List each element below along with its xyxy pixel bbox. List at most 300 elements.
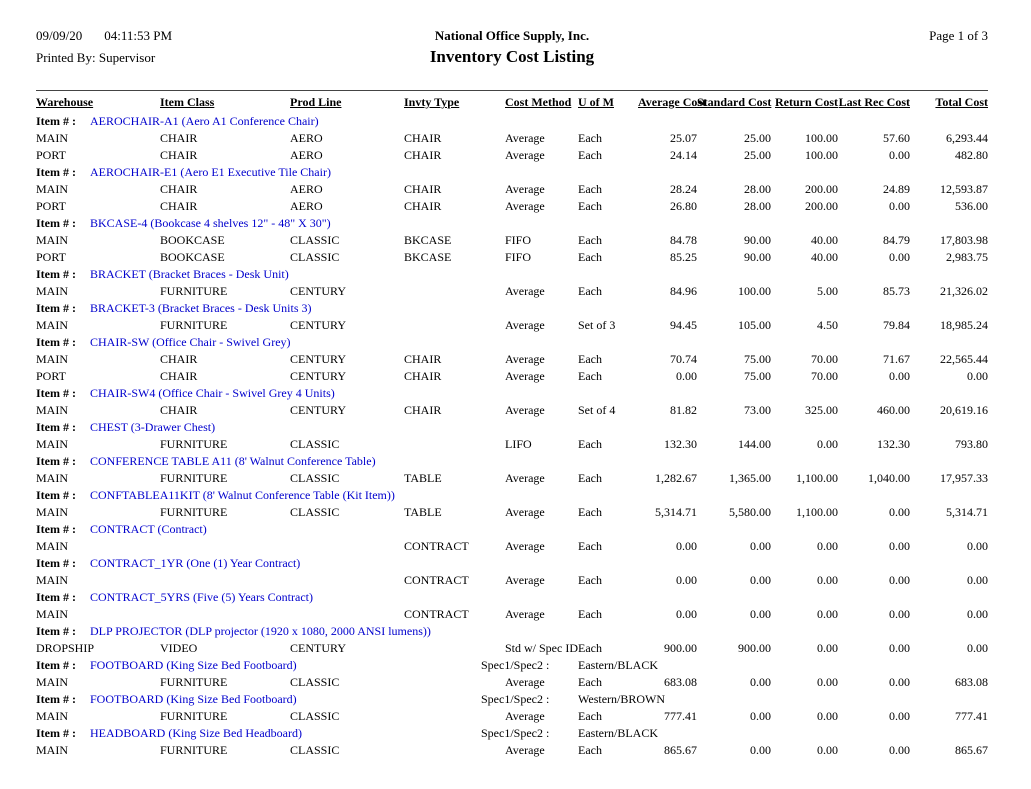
item-number-label: Item # :: [36, 335, 76, 349]
column-header-text: Standard Cost: [697, 95, 772, 109]
cell-average_cost: 1,282.67: [655, 471, 697, 485]
cell-cost_method: Average: [505, 539, 545, 553]
cell-invty_type: CHAIR: [404, 352, 442, 366]
cell-warehouse: MAIN: [36, 437, 68, 451]
cell-prod_line: AERO: [290, 182, 323, 196]
page-number: Page 1 of 3: [929, 28, 988, 43]
item-code-description: AEROCHAIR-A1 (Aero A1 Conference Chair): [90, 114, 319, 128]
cell-prod_line: CLASSIC: [290, 471, 340, 485]
cell-average_cost: 70.74: [670, 352, 697, 366]
item-code-description: FOOTBOARD (King Size Bed Footboard): [90, 658, 297, 672]
warehouse-row: [36, 351, 988, 368]
cell-item_class: FURNITURE: [160, 743, 228, 757]
cell-uom: Each: [578, 199, 602, 213]
item-group-header: [36, 555, 988, 572]
cell-standard_cost: 90.00: [744, 250, 771, 264]
cell-total_cost: 22,565.44: [940, 352, 988, 366]
cell-last_rec_cost: 460.00: [877, 403, 910, 417]
warehouse-row: [36, 606, 988, 623]
cell-uom: Each: [578, 709, 602, 723]
cell-average_cost: 132.30: [664, 437, 697, 451]
cell-uom: Set of 3: [578, 318, 616, 332]
warehouse-row: [36, 198, 988, 215]
cell-warehouse: MAIN: [36, 573, 68, 587]
item-code-description: BRACKET (Bracket Braces - Desk Unit): [90, 267, 289, 281]
warehouse-row: [36, 640, 988, 657]
cell-item_class: CHAIR: [160, 148, 198, 162]
item-code-description: AEROCHAIR-E1 (Aero E1 Executive Tile Chair): [90, 165, 331, 179]
cell-total_cost: 5,314.71: [946, 505, 988, 519]
item-group-header: [36, 164, 988, 181]
cell-prod_line: CLASSIC: [290, 743, 340, 757]
cell-prod_line: CLASSIC: [290, 709, 340, 723]
item-group-header: [36, 113, 988, 130]
cell-cost_method: Average: [505, 709, 545, 723]
item-group-header: [36, 266, 988, 283]
cell-invty_type: TABLE: [404, 471, 442, 485]
column-header-text: Last Rec Cost: [838, 95, 910, 109]
cell-last_rec_cost: 0.00: [889, 573, 910, 587]
cell-item_class: FURNITURE: [160, 437, 228, 451]
warehouse-row: [36, 572, 988, 589]
cell-return_cost: 0.00: [817, 607, 838, 621]
cell-cost_method: LIFO: [505, 437, 532, 451]
spec-value: Eastern/BLACK: [578, 658, 658, 672]
column-header-text: Invty Type: [404, 95, 460, 109]
warehouse-row: [36, 130, 988, 147]
item-number-label: Item # :: [36, 420, 76, 434]
item-code-description: CONTRACT (Contract): [90, 522, 207, 536]
column-header-prod_line: [290, 95, 404, 110]
item-code-description: CONFTABLEA11KIT (8' Walnut Conference Table (Kit Item)): [90, 488, 395, 502]
column-header-item_class: [160, 95, 290, 110]
cell-cost_method: FIFO: [505, 250, 532, 264]
cell-return_cost: 0.00: [817, 539, 838, 553]
cell-invty_type: [404, 283, 505, 300]
item-code-description: DLP PROJECTOR (DLP projector (1920 x 1080, 2000 ANSI lumens)): [90, 624, 431, 638]
cell-standard_cost: 144.00: [738, 437, 771, 451]
cell-cost_method: FIFO: [505, 233, 532, 247]
cell-cost_method: Average: [505, 182, 545, 196]
cell-warehouse: MAIN: [36, 471, 68, 485]
table-body: [36, 113, 988, 759]
column-header-text: Cost Method: [505, 95, 572, 109]
item-number-label: Item # :: [36, 658, 76, 672]
cell-warehouse: MAIN: [36, 403, 68, 417]
cell-item_class: [160, 538, 290, 555]
cell-total_cost: 0.00: [967, 607, 988, 621]
cell-total_cost: 12,593.87: [940, 182, 988, 196]
item-number-label: Item # :: [36, 216, 76, 230]
item-group-header: [36, 691, 988, 708]
item-number-label: Item # :: [36, 692, 76, 706]
cell-standard_cost: 90.00: [744, 233, 771, 247]
cell-standard_cost: 25.00: [744, 131, 771, 145]
cell-uom: Each: [578, 471, 602, 485]
cell-last_rec_cost: 0.00: [889, 369, 910, 383]
cell-return_cost: 0.00: [817, 641, 838, 655]
cell-return_cost: 0.00: [817, 743, 838, 757]
cell-warehouse: PORT: [36, 148, 66, 162]
cell-cost_method: Average: [505, 675, 545, 689]
cell-prod_line: [290, 538, 404, 555]
cell-return_cost: 0.00: [817, 573, 838, 587]
cell-return_cost: 4.50: [817, 318, 838, 332]
cell-invty_type: [404, 317, 505, 334]
cell-total_cost: 865.67: [955, 743, 988, 757]
cell-invty_type: [404, 674, 505, 691]
cell-uom: Each: [578, 284, 602, 298]
table-header-row: [36, 91, 988, 113]
column-header-total_cost: [910, 95, 988, 110]
cell-standard_cost: 1,365.00: [729, 471, 771, 485]
cell-last_rec_cost: 132.30: [877, 437, 910, 451]
cell-total_cost: 777.41: [955, 709, 988, 723]
cell-prod_line: CLASSIC: [290, 437, 340, 451]
cell-average_cost: 900.00: [664, 641, 697, 655]
cell-prod_line: CENTURY: [290, 318, 347, 332]
cell-item_class: CHAIR: [160, 199, 198, 213]
column-header-average_cost: [638, 95, 707, 110]
cell-prod_line: CLASSIC: [290, 675, 340, 689]
warehouse-row: [36, 674, 988, 691]
item-code-description: BRACKET-3 (Bracket Braces - Desk Units 3): [90, 301, 312, 315]
cell-invty_type: BKCASE: [404, 233, 452, 247]
cell-return_cost: 70.00: [811, 352, 838, 366]
cell-total_cost: 17,957.33: [940, 471, 988, 485]
cell-uom: Set of 4: [578, 403, 616, 417]
warehouse-row: [36, 283, 988, 300]
cell-prod_line: CENTURY: [290, 284, 347, 298]
cell-standard_cost: 5,580.00: [729, 505, 771, 519]
report-header: [36, 28, 988, 82]
warehouse-row: [36, 504, 988, 521]
print-time: 04:11:53 PM: [104, 28, 173, 43]
cell-item_class: FURNITURE: [160, 471, 228, 485]
cell-item_class: [160, 606, 290, 623]
cell-cost_method: Average: [505, 131, 545, 145]
item-code-description: HEADBOARD (King Size Bed Headboard): [90, 726, 302, 740]
cell-average_cost: 25.07: [670, 131, 697, 145]
item-code-description: BKCASE-4 (Bookcase 4 shelves 12" - 48" X 30"): [90, 216, 331, 230]
cell-prod_line: [290, 572, 404, 589]
item-code-description: CHEST (3-Drawer Chest): [90, 420, 216, 434]
cell-last_rec_cost: 85.73: [883, 284, 910, 298]
cell-average_cost: 0.00: [676, 607, 697, 621]
spec-value: Eastern/BLACK: [578, 726, 658, 740]
item-number-label: Item # :: [36, 522, 76, 536]
cell-standard_cost: 28.00: [744, 182, 771, 196]
cell-total_cost: 0.00: [967, 369, 988, 383]
cell-uom: Each: [578, 182, 602, 196]
item-group-header: [36, 385, 988, 402]
cell-warehouse: PORT: [36, 369, 66, 383]
cell-invty_type: CHAIR: [404, 148, 442, 162]
column-header-standard_cost: [697, 95, 771, 110]
printed-by: Printed By: Supervisor: [36, 50, 156, 65]
cell-invty_type: CHAIR: [404, 403, 442, 417]
cell-standard_cost: 25.00: [744, 148, 771, 162]
cell-uom: Each: [578, 641, 602, 655]
cell-invty_type: BKCASE: [404, 250, 452, 264]
cell-item_class: FURNITURE: [160, 675, 228, 689]
cell-total_cost: 0.00: [967, 573, 988, 587]
cell-invty_type: CHAIR: [404, 182, 442, 196]
cell-cost_method: Average: [505, 403, 545, 417]
cell-standard_cost: 28.00: [744, 199, 771, 213]
cell-last_rec_cost: 0.00: [889, 607, 910, 621]
item-number-label: Item # :: [36, 590, 76, 604]
cell-average_cost: 5,314.71: [655, 505, 697, 519]
warehouse-row: [36, 538, 988, 555]
cell-average_cost: 26.80: [670, 199, 697, 213]
cell-warehouse: DROPSHIP: [36, 641, 95, 655]
cell-invty_type: [404, 640, 505, 657]
cell-prod_line: CENTURY: [290, 369, 347, 383]
cell-standard_cost: 0.00: [750, 539, 771, 553]
cell-uom: Each: [578, 131, 602, 145]
cell-last_rec_cost: 0.00: [889, 250, 910, 264]
cell-invty_type: TABLE: [404, 505, 442, 519]
cell-last_rec_cost: 84.79: [883, 233, 910, 247]
cell-last_rec_cost: 71.67: [883, 352, 910, 366]
item-number-label: Item # :: [36, 301, 76, 315]
cell-return_cost: 100.00: [805, 148, 838, 162]
cell-return_cost: 200.00: [805, 182, 838, 196]
item-code-description: CONTRACT_5YRS (Five (5) Years Contract): [90, 590, 313, 604]
cell-cost_method: Average: [505, 573, 545, 587]
cell-uom: Each: [578, 233, 602, 247]
item-code-description: CONFERENCE TABLE A11 (8' Walnut Conference Table): [90, 454, 376, 468]
cell-warehouse: PORT: [36, 250, 66, 264]
report-title: Inventory Cost Listing: [429, 47, 595, 66]
column-header-text: Average Cost: [638, 95, 707, 109]
cell-warehouse: PORT: [36, 199, 66, 213]
warehouse-row: [36, 708, 988, 725]
cell-cost_method: Average: [505, 471, 545, 485]
cell-invty_type: [404, 436, 505, 453]
cell-invty_type: CHAIR: [404, 131, 442, 145]
cell-standard_cost: 73.00: [744, 403, 771, 417]
cell-warehouse: MAIN: [36, 743, 68, 757]
company-name: National Office Supply, Inc.: [434, 28, 590, 43]
item-code-description: CHAIR-SW (Office Chair - Swivel Grey): [90, 335, 291, 349]
cell-standard_cost: 0.00: [750, 573, 771, 587]
cell-prod_line: CLASSIC: [290, 233, 340, 247]
cell-average_cost: 24.14: [670, 148, 697, 162]
cell-item_class: FURNITURE: [160, 505, 228, 519]
column-header-text: Warehouse: [36, 95, 94, 109]
cell-last_rec_cost: 0.00: [889, 709, 910, 723]
item-code-description: CONTRACT_1YR (One (1) Year Contract): [90, 556, 301, 570]
cell-warehouse: MAIN: [36, 709, 68, 723]
cell-last_rec_cost: 57.60: [883, 131, 910, 145]
cell-uom: Each: [578, 675, 602, 689]
item-number-label: Item # :: [36, 165, 76, 179]
column-header-uom: [578, 95, 638, 110]
cell-warehouse: MAIN: [36, 607, 68, 621]
cell-uom: Each: [578, 352, 602, 366]
cell-item_class: CHAIR: [160, 352, 198, 366]
print-date: 09/09/20: [36, 28, 83, 43]
warehouse-row: [36, 232, 988, 249]
cell-warehouse: MAIN: [36, 182, 68, 196]
cell-return_cost: 100.00: [805, 131, 838, 145]
inventory-cost-table: [36, 90, 988, 759]
column-header-text: Total Cost: [935, 95, 988, 109]
spec-label: Spec1/Spec2 :: [481, 658, 550, 672]
cell-last_rec_cost: 0.00: [889, 148, 910, 162]
column-header-text: U of M: [578, 95, 614, 109]
cell-standard_cost: 75.00: [744, 369, 771, 383]
column-header-return_cost: [771, 95, 838, 110]
cell-invty_type: CONTRACT: [404, 539, 469, 553]
cell-uom: Each: [578, 148, 602, 162]
column-header-warehouse: [36, 95, 160, 110]
item-group-header: [36, 419, 988, 436]
cell-last_rec_cost: 0.00: [889, 743, 910, 757]
cell-average_cost: 777.41: [664, 709, 697, 723]
spec-label: Spec1/Spec2 :: [481, 692, 550, 706]
cell-last_rec_cost: 24.89: [883, 182, 910, 196]
cell-return_cost: 0.00: [817, 709, 838, 723]
cell-average_cost: 85.25: [670, 250, 697, 264]
cell-last_rec_cost: 0.00: [889, 675, 910, 689]
cell-average_cost: 84.78: [670, 233, 697, 247]
cell-total_cost: 482.80: [955, 148, 988, 162]
cell-item_class: VIDEO: [160, 641, 198, 655]
cell-prod_line: CENTURY: [290, 403, 347, 417]
cell-return_cost: 0.00: [817, 675, 838, 689]
warehouse-row: [36, 368, 988, 385]
cell-item_class: BOOKCASE: [160, 233, 225, 247]
cell-uom: Each: [578, 743, 602, 757]
cell-prod_line: CLASSIC: [290, 250, 340, 264]
cell-average_cost: 84.96: [670, 284, 697, 298]
item-group-header: [36, 657, 988, 674]
cell-invty_type: [404, 708, 505, 725]
cell-cost_method: Average: [505, 743, 545, 757]
item-code-description: CHAIR-SW4 (Office Chair - Swivel Grey 4 Units): [90, 386, 335, 400]
cell-total_cost: 17,803.98: [940, 233, 988, 247]
cell-item_class: CHAIR: [160, 131, 198, 145]
column-header-last_rec_cost: [838, 95, 910, 110]
cell-cost_method: Average: [505, 352, 545, 366]
cell-uom: Each: [578, 607, 602, 621]
cell-standard_cost: 105.00: [738, 318, 771, 332]
column-header-cost_method: [505, 95, 578, 110]
cell-warehouse: MAIN: [36, 318, 68, 332]
cell-standard_cost: 900.00: [738, 641, 771, 655]
cell-invty_type: CONTRACT: [404, 573, 469, 587]
cell-total_cost: 6,293.44: [946, 131, 988, 145]
cell-prod_line: AERO: [290, 148, 323, 162]
cell-cost_method: Average: [505, 199, 545, 213]
cell-item_class: CHAIR: [160, 369, 198, 383]
cell-last_rec_cost: 79.84: [883, 318, 910, 332]
column-header-invty_type: [404, 95, 505, 110]
cell-standard_cost: 0.00: [750, 675, 771, 689]
cell-return_cost: 1,100.00: [796, 471, 838, 485]
cell-standard_cost: 0.00: [750, 743, 771, 757]
cell-standard_cost: 100.00: [738, 284, 771, 298]
cell-warehouse: MAIN: [36, 675, 68, 689]
cell-total_cost: 0.00: [967, 641, 988, 655]
cell-uom: Each: [578, 505, 602, 519]
cell-total_cost: 683.08: [955, 675, 988, 689]
item-number-label: Item # :: [36, 726, 76, 740]
cell-standard_cost: 75.00: [744, 352, 771, 366]
cell-warehouse: MAIN: [36, 352, 68, 366]
cell-cost_method: Average: [505, 369, 545, 383]
warehouse-row: [36, 436, 988, 453]
cell-total_cost: 20,619.16: [940, 403, 988, 417]
item-group-header: [36, 215, 988, 232]
cell-warehouse: MAIN: [36, 505, 68, 519]
item-number-label: Item # :: [36, 386, 76, 400]
cell-return_cost: 70.00: [811, 369, 838, 383]
cell-prod_line: CLASSIC: [290, 505, 340, 519]
cell-uom: Each: [578, 369, 602, 383]
column-header-text: Return Cost: [775, 95, 838, 109]
cell-average_cost: 0.00: [676, 369, 697, 383]
item-code-description: FOOTBOARD (King Size Bed Footboard): [90, 692, 297, 706]
cell-average_cost: 0.00: [676, 573, 697, 587]
item-number-label: Item # :: [36, 267, 76, 281]
cell-invty_type: CHAIR: [404, 369, 442, 383]
cell-warehouse: MAIN: [36, 131, 68, 145]
cell-average_cost: 865.67: [664, 743, 697, 757]
cell-return_cost: 325.00: [805, 403, 838, 417]
item-number-label: Item # :: [36, 556, 76, 570]
cell-prod_line: CENTURY: [290, 641, 347, 655]
item-group-header: [36, 487, 988, 504]
cell-prod_line: CENTURY: [290, 352, 347, 366]
cell-average_cost: 81.82: [670, 403, 697, 417]
cell-last_rec_cost: 1,040.00: [868, 471, 910, 485]
cell-cost_method: Average: [505, 148, 545, 162]
item-group-header: [36, 334, 988, 351]
cell-cost_method: Average: [505, 318, 545, 332]
warehouse-row: [36, 317, 988, 334]
item-number-label: Item # :: [36, 488, 76, 502]
item-group-header: [36, 589, 988, 606]
cell-return_cost: 5.00: [817, 284, 838, 298]
cell-last_rec_cost: 0.00: [889, 505, 910, 519]
warehouse-row: [36, 470, 988, 487]
cell-cost_method: Average: [505, 607, 545, 621]
cell-item_class: CHAIR: [160, 403, 198, 417]
header-center: [36, 28, 988, 67]
cell-return_cost: 40.00: [811, 250, 838, 264]
item-group-header: [36, 300, 988, 317]
cell-return_cost: 1,100.00: [796, 505, 838, 519]
cell-cost_method: Average: [505, 505, 545, 519]
cell-last_rec_cost: 0.00: [889, 199, 910, 213]
cell-average_cost: 0.00: [676, 539, 697, 553]
item-group-header: [36, 453, 988, 470]
cell-uom: Each: [578, 573, 602, 587]
cell-prod_line: [290, 606, 404, 623]
cell-total_cost: 0.00: [967, 539, 988, 553]
cell-item_class: [160, 572, 290, 589]
cell-total_cost: 536.00: [955, 199, 988, 213]
item-number-label: Item # :: [36, 454, 76, 468]
cell-warehouse: MAIN: [36, 539, 68, 553]
cell-uom: Each: [578, 250, 602, 264]
warehouse-row: [36, 402, 988, 419]
cell-average_cost: 28.24: [670, 182, 697, 196]
